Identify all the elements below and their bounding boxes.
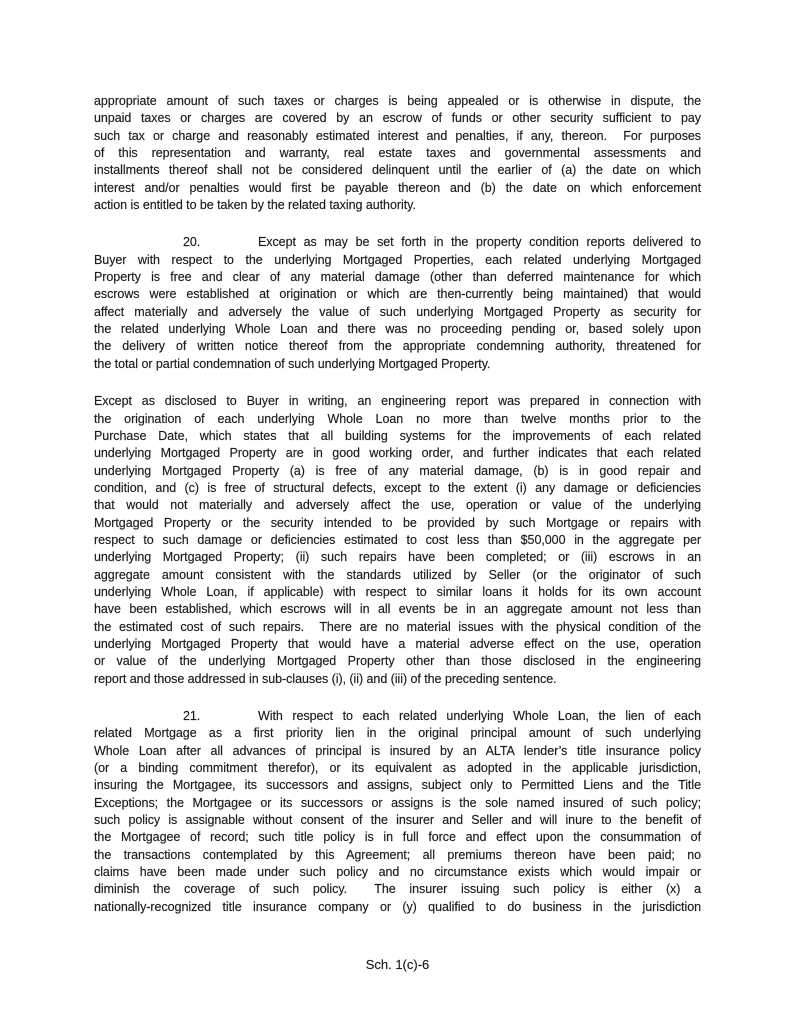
text-line: Buyer with respect to the underlying Mortgaged Properties, each related underlying Mortgaged (94, 252, 701, 267)
text-line: or value of the underlying Mortgaged Property other than those disclosed in the engineering (94, 654, 701, 669)
text-line: claims have been made under such policy and no circumstance exists which would impair or (94, 865, 701, 880)
text-line: appropriate amount of such taxes or charges is being appealed or is otherwise in dispute, the (94, 94, 701, 108)
text-line: 21. With respect to each related underlying Whole Loan, the lien of each (94, 708, 701, 725)
text-line: unpaid taxes or charges are covered by an escrow of funds or other security sufficient to pay (94, 111, 701, 126)
text-line: related Mortgage as a first priority lien in the original principal amount of such underlying (94, 726, 701, 741)
text-line: 20. Except as may be set forth in the property condition reports delivered to (94, 234, 701, 251)
text-line: underlying Mortgaged Property (a) is free of any material damage, (b) is in good repair and (94, 463, 701, 478)
text-line: interest and/or penalties would first be payable thereon and (b) the date on which enforcement (94, 180, 701, 195)
text-line: the Mortgagee of record; such title policy is in full force and effect upon the consummation of (94, 830, 701, 845)
text-line: the related underlying Whole Loan and there was no proceeding pending or, based solely upon (94, 322, 701, 337)
text-line: Exceptions; the Mortgagee or its successors or assigns is the sole named insured of such policy; (94, 795, 701, 810)
text-line: such policy is assignable without consent of the insurer and Seller and will inure to the benefit of (94, 813, 701, 828)
text-line: insuring the Mortgagee, its successors and assigns, subject only to Permitted Liens and the Title (94, 778, 701, 793)
paragraph (94, 393, 701, 688)
text-line: escrows were established at origination or which are then-currently being maintained) that would (94, 287, 701, 302)
text-line: the delivery of written notice thereof from the appropriate condemning authority, threatened for (94, 339, 701, 354)
text-line: the total or partial condemnation of such underlying Mortgaged Property. (94, 356, 491, 371)
text-line: affect materially and adversely the value of such underlying Mortgaged Property as security for (94, 304, 701, 319)
text-line: respect to such damage or deficiencies estimated to cost less than $50,000 in the aggregate per (94, 532, 701, 547)
text-line: Mortgaged Property or the security intended to be provided by such Mortgage or repairs with (94, 515, 701, 530)
text-line: Purchase Date, which states that all building systems for the improvements of each related (94, 428, 701, 443)
page-number: Sch. 1(c)-6 (365, 957, 430, 973)
text-line: report and those addressed in sub-clauses (i), (ii) and (iii) of the preceding sentence. (94, 671, 557, 686)
text-line: the origination of each underlying Whole Loan no more than twelve months prior to the (94, 411, 701, 426)
paragraph-number: 20. (183, 235, 201, 250)
text-line: that would not materially and adversely affect the use, operation or value of the underlying (94, 498, 701, 513)
text-line: Except as disclosed to Buyer in writing, an engineering report was prepared in connection with (94, 394, 701, 409)
paragraph (94, 93, 701, 214)
text-line: such tax or charge and reasonably estimated interest and penalties, if any, thereon. For purposes (94, 128, 701, 143)
text-line: have been established, which escrows will in all events be in an aggregate amount not less than (94, 602, 701, 617)
paragraph (94, 708, 701, 916)
text-line: Whole Loan after all advances of principal is insured by an ALTA lender’s title insurance policy (94, 743, 701, 758)
text-line: the transactions contemplated by this Agreement; all premiums thereon have been paid; no (94, 847, 701, 862)
text-line: diminish the coverage of such policy. The insurer issuing such policy is either (x) a (94, 882, 701, 897)
text-line: Property is free and clear of any material damage (other than deferred maintenance for which (94, 270, 701, 285)
text-line: action is entitled to be taken by the related taxing authority. (94, 198, 416, 213)
text-line: nationally-recognized title insurance company or (y) qualified to do business in the jurisdiction (94, 899, 701, 914)
paragraph (94, 234, 701, 373)
text-line: aggregate amount consistent with the standards utilized by Seller (or the originator of such (94, 567, 701, 582)
paragraph-number: 21. (183, 709, 201, 723)
text-line: underlying Mortgaged Property that would have a material adverse effect on the use, operation (94, 636, 701, 651)
text-line: (or a binding commitment therefor), or its equivalent as adopted in the applicable jurisdiction, (94, 761, 701, 776)
text-line: underlying Mortgaged Property are in good working order, and further indicates that each related (94, 446, 701, 461)
text-line: underlying Mortgaged Property; (ii) such repairs have been completed; or (iii) escrows in an (94, 550, 701, 565)
text-line: installments thereof shall not be considered delinquent until the earlier of (a) the date on which (94, 163, 701, 178)
text-line: the estimated cost of such repairs. There are no material issues with the physical condition of the (94, 619, 701, 634)
text-line: condition, and (c) is free of structural defects, except to the extent (i) any damage or deficiencies (94, 480, 701, 495)
text-line: of this representation and warranty, real estate taxes and governmental assessments and (94, 146, 701, 161)
text-line: underlying Whole Loan, if applicable) with respect to similar loans it holds for its own account (94, 584, 701, 599)
document-body (94, 93, 701, 973)
